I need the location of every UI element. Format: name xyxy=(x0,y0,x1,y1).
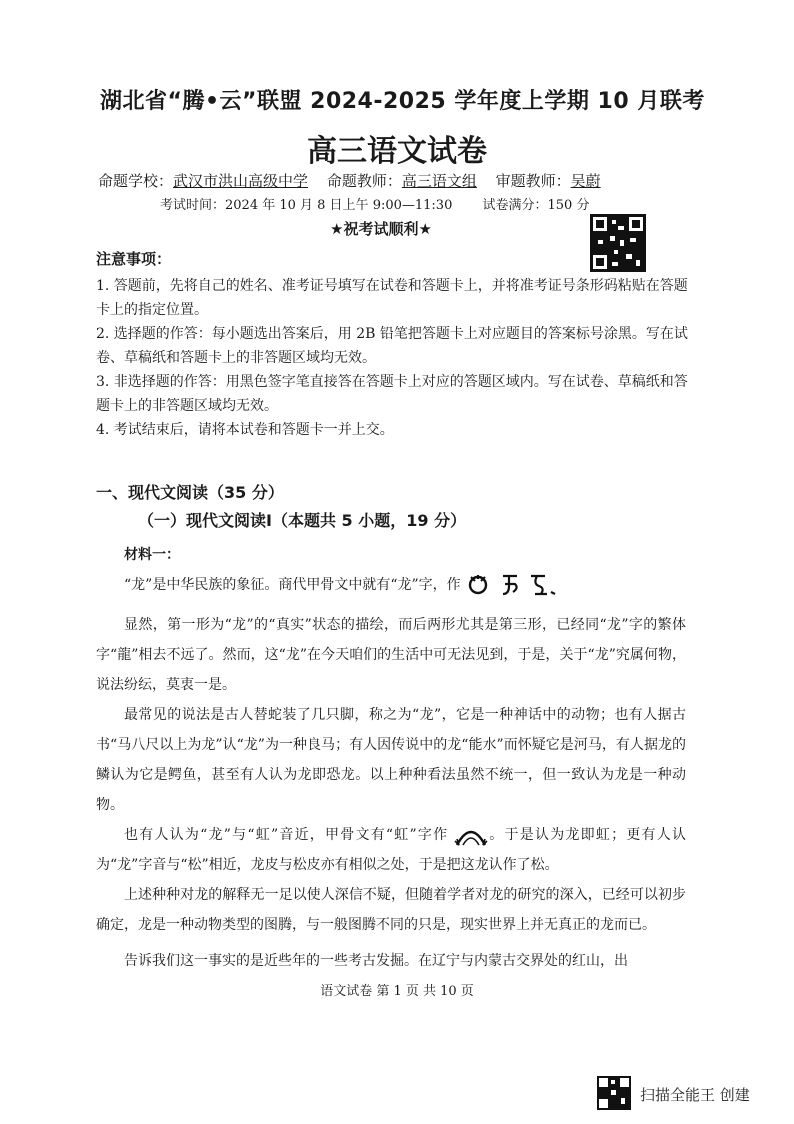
reviewer-name: 吴蔚 xyxy=(570,172,601,190)
paragraph: 告诉我们这一事实的是近些年的一些考古发掘。在辽宁与内蒙古交界处的红山，出 xyxy=(124,953,628,969)
paragraph xyxy=(96,570,686,600)
oracle-bone-dragon-glyphs-icon xyxy=(465,572,561,598)
exam-time: 考试时间：2024 年 10 月 8 日上午 9:00—11:30 xyxy=(160,198,453,213)
paragraph-text: 也有人认为“龙”与“虹”音近，甲骨文有“虹”字作 xyxy=(124,827,449,843)
note-item: 4. 考试结束后，请将本试卷和答题卡一并上交。 xyxy=(96,422,394,438)
subsection-heading: （一）现代文阅读Ⅰ（本题共 5 小题，19 分） xyxy=(138,511,467,530)
notes-heading: 注意事项： xyxy=(96,250,172,268)
page-footer: 语文试卷 第 1 页 共 10 页 xyxy=(320,984,474,999)
full-score: 试卷满分：150 分 xyxy=(482,198,590,213)
reviewer-label: 审题教师： xyxy=(495,172,571,190)
exam-authors-line xyxy=(98,170,601,191)
section-heading: 一、现代文阅读（35 分） xyxy=(96,483,284,502)
exam-info-line xyxy=(160,194,615,213)
setter-label: 命题教师： xyxy=(326,172,402,190)
oracle-bone-rainbow-glyph-icon xyxy=(454,823,488,847)
scanner-watermark: 扫描全能王 创建 xyxy=(640,1086,750,1104)
qr-code-icon xyxy=(590,214,646,272)
paragraph-text: 。于是认为龙即虹；更有人认为“龙”字音与“松”相近，龙皮与松皮亦有相似之处，于是把这龙认作了松。 xyxy=(96,827,687,873)
paragraph: 显然，第一形为“龙”的“真实”状态的描绘，而后两形尤其是第三形，已经同“龙”字的繁体字“龍”相去不远了。然而，这“龙”在今天咱们的生活中可无法见到，于是，关于“龙”究属何物，说法纷纭，莫衷一是。 xyxy=(96,617,686,693)
subject-title: 高三语文试卷 xyxy=(307,134,487,169)
paragraph: 最常见的说法是古人替蛇装了几只脚，称之为“龙”，它是一种神话中的动物；也有人据古书“马八尺以上为龙”认“龙”为一种良马；有人因传说中的龙“能水”而怀疑它是河马，有人据龙的鳞认为它是鳄鱼，甚至有人认为龙即恐龙。以上种种看法虽然不统一，但一致认为龙是一种动物。 xyxy=(96,707,686,813)
paragraph: 上述种种对龙的解释无一足以使人深信不疑，但随着学者对龙的研究的深入，已经可以初步确定，龙是一种动物类型的图腾，与一般图腾不同的只是，现实世界上并无真正的龙而已。 xyxy=(96,887,686,933)
good-luck-banner: ★祝考试顺利★ xyxy=(330,220,432,238)
paragraph-text: “龙”是中华民族的象征。商代甲骨文中就有“龙”字，作 xyxy=(124,577,461,593)
scanner-qr-icon xyxy=(597,1076,631,1110)
paragraph xyxy=(96,820,686,880)
note-item: 3. 非选择题的作答：用黑色签字笔直接答在答题卡上对应的答题区域内。写在试卷、草稿纸和答题卡上的非答题区域均无效。 xyxy=(96,374,688,414)
setter-name: 高三语文组 xyxy=(401,172,477,190)
school-label: 命题学校： xyxy=(98,172,174,190)
school-name: 武汉市洪山高级中学 xyxy=(173,172,309,190)
note-item: 2. 选择题的作答：每小题选出答案后，用 2B 铅笔把答题卡上对应题目的答案标号涂黑。写在试卷、草稿纸和答题卡上的非答题区域均无效。 xyxy=(96,326,688,366)
note-item: 1. 答题前，先将自己的姓名、准考证号填写在试卷和答题卡上，并将准考证号条形码粘贴在答题卡上的指定位置。 xyxy=(96,278,688,318)
material-label: 材料一： xyxy=(124,547,180,563)
exam-header-title: 湖北省“腾•云”联盟 2024-2025 学年度上学期 10 月联考 xyxy=(100,89,705,114)
